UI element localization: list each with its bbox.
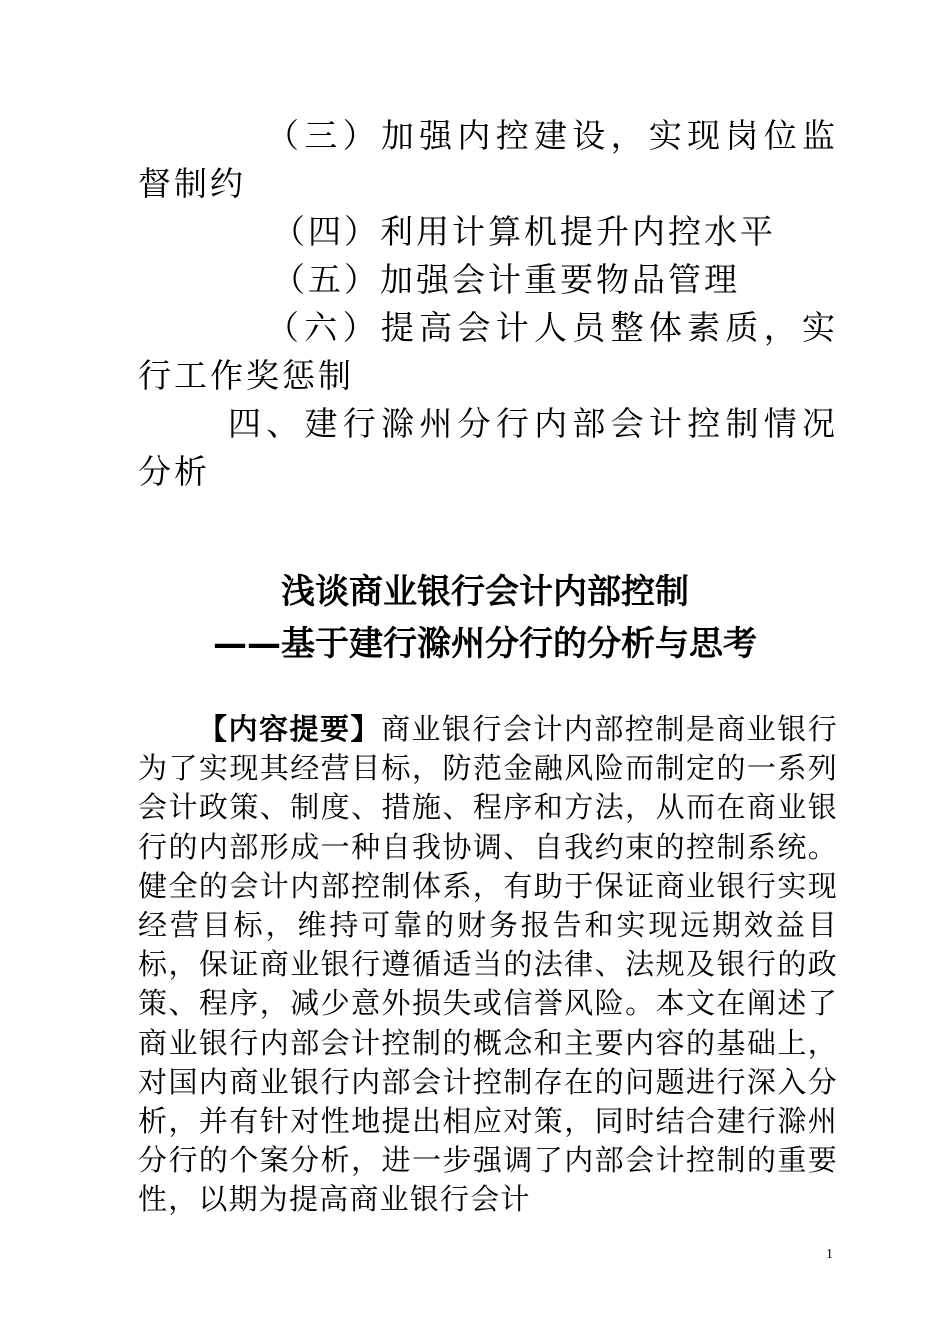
abstract-paragraph bbox=[138, 710, 838, 1220]
toc-item-3: （三）加强内控建设，实现岗位监督制约 bbox=[138, 116, 838, 203]
abstract-label: 【内容提要】 bbox=[198, 712, 381, 746]
toc-item-5: （五）加强会计重要物品管理 bbox=[272, 260, 740, 299]
title-block bbox=[100, 566, 870, 670]
page-subtitle: ——基于建行滁州分行的分析与思考 bbox=[213, 624, 757, 664]
toc-item-4: （四）利用计算机提升内控水平 bbox=[272, 212, 776, 251]
page-title: 浅谈商业银行会计内部控制 bbox=[281, 572, 689, 612]
toc-section-4: 四、建行滁州分行内部会计控制情况分析 bbox=[138, 404, 838, 491]
abstract-text: 商业银行会计内部控制是商业银行为了实现其经营目标，防范金融风险而制定的一系列会计政策、制度、措施、程序和方法，从而在商业银行的内部形成一种自我协调、自我约束的控制系统。健全的会计内部控制体系，有助于保证商业银行实现经营目标，维持可靠的财务报告和实现远期效益目标，保证商业银行遵循适当的法律、法规及银行的政策、程序，减少意外损失或信誉风险。本文在阐述了商业银行内部会计控制的概念和主要内容的基础上，对国内商业银行内部会计控制存在的问题进行深入分析，并有针对性地提出相应对策，同时结合建行滁州分行的个案分析，进一步强调了内部会计控制的重要性，以期为提高商业银行会计 bbox=[138, 712, 838, 1217]
page-number: 1 bbox=[826, 1247, 833, 1262]
table-of-contents bbox=[138, 112, 838, 496]
toc-item-6: （六）提高会计人员整体素质，实行工作奖惩制 bbox=[138, 308, 838, 395]
